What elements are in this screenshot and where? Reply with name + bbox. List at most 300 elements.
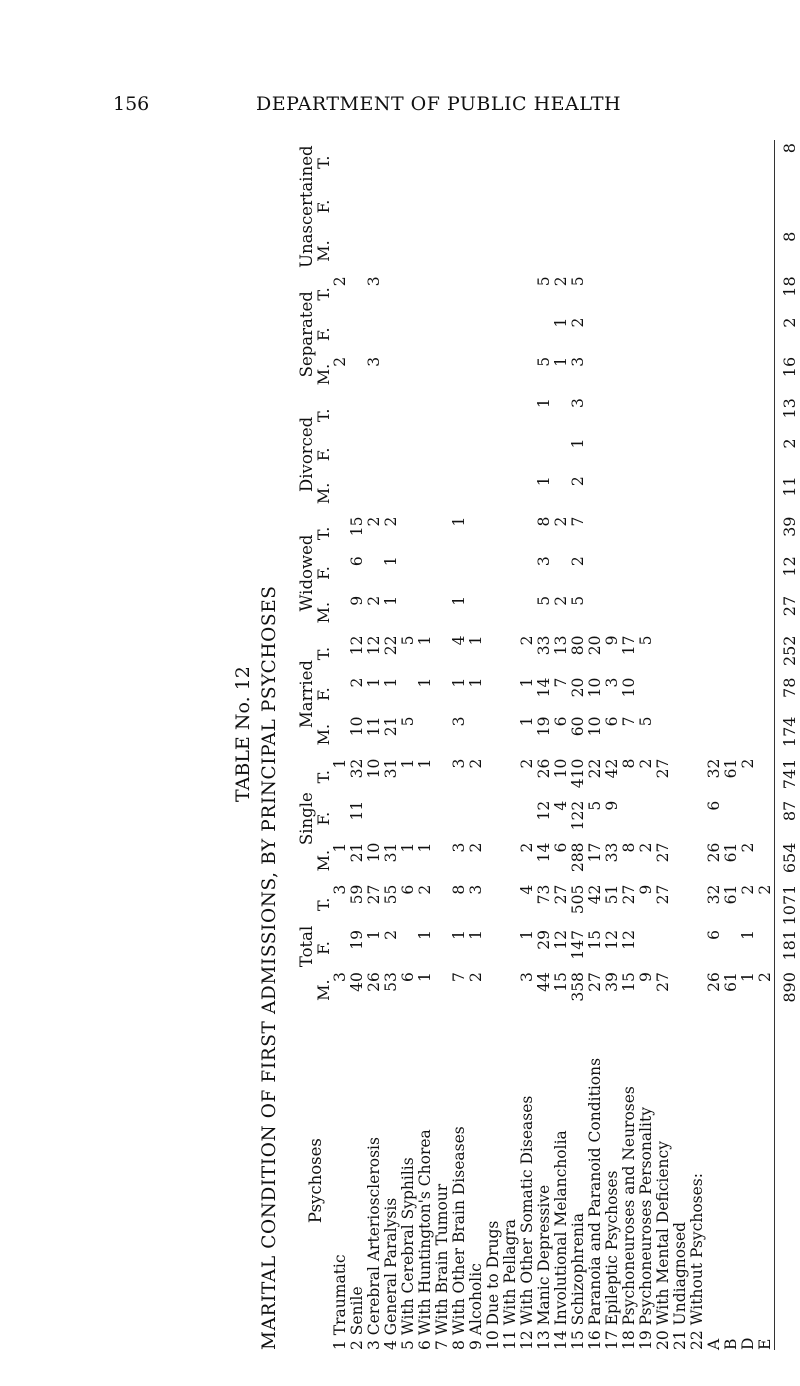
table-cell — [740, 714, 757, 756]
table-cell: 2 — [756, 884, 774, 895]
table-cell — [621, 553, 638, 593]
table-row — [519, 140, 536, 1350]
table-cell — [689, 798, 706, 840]
table-cell: 6 — [399, 972, 417, 982]
table-cell — [604, 553, 621, 593]
table-cell — [400, 927, 417, 969]
sub-header-f: F. — [314, 941, 333, 955]
table-cell: 1 — [416, 677, 434, 688]
table-cell — [723, 395, 740, 435]
table-cell: 21 — [382, 716, 400, 737]
table-cell — [519, 395, 536, 435]
table-cell: 6 — [552, 716, 570, 727]
table-cell — [332, 184, 349, 228]
table-cell — [689, 675, 706, 714]
table-cell — [723, 473, 740, 513]
table-cell — [417, 184, 434, 228]
table-row — [570, 140, 587, 1350]
table-cell — [638, 553, 655, 593]
table-cell — [672, 593, 689, 633]
table-cell — [485, 354, 502, 395]
table-cell: 61 — [722, 842, 740, 863]
table-cell: 26 — [705, 842, 723, 863]
table-cell — [655, 514, 672, 554]
table-cell — [689, 553, 706, 593]
table-cell — [451, 229, 468, 274]
table-cell: 1 — [739, 972, 757, 982]
table-cell — [536, 184, 553, 228]
table-cell — [672, 553, 689, 593]
table-cell: 2 — [637, 842, 655, 853]
table-cell — [502, 969, 519, 1011]
table-cell: 14 — [535, 677, 553, 698]
table-cell — [502, 395, 519, 435]
table-cell: 10 — [586, 677, 604, 698]
table-cell — [434, 473, 451, 513]
table-cell — [706, 395, 723, 435]
table-cell — [672, 633, 689, 675]
table-cell — [740, 514, 757, 554]
table-cell: 15 — [552, 972, 570, 992]
table-cell: 27 — [552, 884, 570, 905]
table-cell: 12 — [620, 929, 638, 950]
sub-header-t: T. — [314, 897, 333, 912]
table-cell: 2 — [739, 758, 757, 769]
table-cell — [757, 435, 775, 473]
table-row — [502, 140, 519, 1350]
table-cell — [553, 435, 570, 473]
table-cell: 32 — [348, 758, 366, 779]
table-cell — [757, 633, 775, 675]
table-cell — [417, 553, 434, 593]
table-cell — [400, 354, 417, 395]
sub-header-m: M. — [314, 240, 333, 262]
table-cell — [485, 435, 502, 473]
total-cell: 87 — [780, 800, 799, 822]
table-cell — [689, 969, 706, 1011]
table-cell — [468, 553, 485, 593]
table-cell — [349, 395, 366, 435]
table-cell — [417, 315, 434, 354]
table-cell — [485, 840, 502, 882]
table-cell — [502, 354, 519, 395]
table-cell — [723, 798, 740, 840]
table-cell — [587, 184, 604, 228]
table-cell: 7 — [552, 677, 570, 688]
table-cell: 27 — [654, 842, 672, 863]
table-cell — [672, 229, 689, 274]
group-separated-header: Separated — [297, 291, 316, 378]
table-cell — [655, 354, 672, 395]
table-cell: 21 — [348, 842, 366, 863]
table-cell — [621, 184, 638, 228]
table-cell — [366, 395, 383, 435]
table-cell — [502, 756, 519, 798]
sub-header-m: M. — [314, 723, 333, 746]
table-cell — [349, 140, 366, 184]
table-cell — [570, 229, 587, 274]
table-cell: 5 — [637, 635, 655, 646]
table-cell: 12 — [552, 929, 570, 950]
table-cell: 2 — [467, 972, 485, 982]
table-cell — [723, 675, 740, 714]
table-cell: 3 — [518, 972, 536, 982]
table-cell: 122 — [569, 800, 587, 831]
table-cell: 5 — [569, 595, 587, 606]
table-cell — [723, 927, 740, 969]
sub-header-f: F. — [314, 199, 333, 214]
sub-header-f: F. — [314, 447, 333, 462]
table-cell — [723, 273, 740, 314]
table-cell: 1 — [450, 929, 468, 940]
table-cell: 44 — [535, 972, 553, 992]
table-cell — [553, 553, 570, 593]
table-cell — [485, 593, 502, 633]
table-cell — [621, 395, 638, 435]
total-cell: 39 — [780, 516, 799, 537]
table-cell — [757, 473, 775, 513]
table-cell: 1 — [416, 842, 434, 853]
rotated-table-block — [232, 140, 799, 1350]
table-cell — [604, 273, 621, 314]
table-cell — [417, 435, 434, 473]
table-cell — [519, 315, 536, 354]
table-cell — [519, 473, 536, 513]
row-label: 14 Involutional Melancholia — [552, 1130, 570, 1350]
total-cell: 8 — [780, 231, 799, 242]
table-cell — [417, 273, 434, 314]
table-cell — [689, 229, 706, 274]
table-cell — [672, 840, 689, 882]
table-cell — [723, 184, 740, 228]
table-cell — [502, 927, 519, 969]
table-row — [655, 140, 672, 1350]
table-cell — [434, 514, 451, 554]
table-cell — [740, 593, 757, 633]
table-cell — [519, 593, 536, 633]
table-cell — [502, 229, 519, 274]
table-cell — [672, 798, 689, 840]
total-cell: 12 — [780, 556, 799, 577]
table-cell: 5 — [637, 716, 655, 727]
table-cell — [502, 184, 519, 228]
table-cell: 1 — [552, 356, 570, 367]
total-cell: 741 — [780, 758, 799, 790]
table-cell — [502, 553, 519, 593]
table-cell: 358 — [569, 972, 587, 1002]
table-cell: 17 — [586, 842, 604, 863]
table-row — [332, 140, 349, 1350]
table-cell: 2 — [552, 595, 570, 606]
table-cell: 3 — [365, 356, 383, 367]
table-cell — [621, 229, 638, 274]
table-cell — [655, 229, 672, 274]
table-cell — [332, 633, 349, 675]
row-label: 5 With Cerebral Syphilis — [399, 1157, 417, 1350]
table-cell — [689, 882, 706, 927]
table-cell: 2 — [382, 516, 400, 527]
table-cell — [519, 553, 536, 593]
sub-header-t: T. — [314, 646, 333, 661]
table-cell: 147 — [569, 929, 587, 960]
table-cell — [672, 315, 689, 354]
table-cell — [417, 593, 434, 633]
table-cell — [689, 514, 706, 554]
table-cell: 1 — [467, 677, 485, 688]
table-cell: 17 — [620, 635, 638, 656]
table-cell — [332, 435, 349, 473]
table-body — [332, 140, 798, 1350]
row-label: 17 Epileptic Psychoses — [603, 1170, 621, 1350]
table-cell — [740, 273, 757, 314]
table-cell — [570, 140, 587, 184]
table-cell: 2 — [467, 758, 485, 769]
table-cell: 61 — [722, 972, 740, 992]
table-cell — [757, 553, 775, 593]
table-cell — [757, 354, 775, 395]
table-cell — [587, 354, 604, 395]
table-cell — [502, 675, 519, 714]
table-cell: 1 — [518, 929, 536, 940]
table-cell — [451, 273, 468, 314]
table-cell — [638, 927, 655, 969]
table-cell: 60 — [569, 716, 587, 737]
table-cell: 20 — [569, 677, 587, 698]
table-cell — [655, 553, 672, 593]
table-cell — [417, 473, 434, 513]
table-cell: 5 — [569, 276, 587, 287]
table-row — [536, 140, 553, 1350]
table-cell — [638, 514, 655, 554]
table-cell — [536, 229, 553, 274]
table-cell — [638, 315, 655, 354]
table-cell: 32 — [705, 758, 723, 779]
table-row — [366, 140, 383, 1350]
table-cell: 26 — [705, 972, 723, 992]
table-cell — [349, 473, 366, 513]
table-cell — [366, 553, 383, 593]
table-cell: 10 — [365, 842, 383, 863]
row-label: D — [739, 1337, 757, 1350]
table-cell — [417, 714, 434, 756]
table-cell — [689, 354, 706, 395]
totals-label — [775, 1011, 798, 1350]
table-cell: 2 — [331, 276, 349, 287]
table-cell — [706, 553, 723, 593]
table-cell — [366, 435, 383, 473]
table-cell: 2 — [637, 758, 655, 769]
table-cell — [502, 273, 519, 314]
table-cell: 1 — [569, 438, 587, 449]
table-cell — [672, 927, 689, 969]
table-cell: 2 — [756, 972, 774, 982]
table-cell — [519, 273, 536, 314]
table-cell — [400, 798, 417, 840]
table-cell — [349, 273, 366, 314]
table-cell — [740, 473, 757, 513]
group-widowed-header: Widowed — [297, 534, 316, 612]
sub-header-t: T. — [314, 155, 333, 169]
table-cell: 3 — [569, 356, 587, 367]
table-cell — [723, 593, 740, 633]
table-row — [349, 140, 366, 1350]
table-cell: 31 — [382, 758, 400, 779]
table-cell: 10 — [348, 716, 366, 737]
table-cell — [740, 435, 757, 473]
table-cell — [502, 714, 519, 756]
table-cell — [672, 395, 689, 435]
table-cell — [655, 714, 672, 756]
table-cell — [604, 184, 621, 228]
table-cell: 1 — [331, 842, 349, 853]
table-cell — [417, 354, 434, 395]
row-label: 11 With Pellagra — [501, 1218, 519, 1350]
totals-row — [775, 140, 798, 1350]
table-cell — [706, 140, 723, 184]
table-cell — [434, 273, 451, 314]
table-cell — [706, 354, 723, 395]
table-cell — [434, 184, 451, 228]
table-cell — [655, 315, 672, 354]
table-cell — [451, 140, 468, 184]
table-cell — [740, 140, 757, 184]
table-cell: 1 — [450, 595, 468, 606]
table-cell — [434, 553, 451, 593]
table-cell: 1 — [416, 929, 434, 940]
table-cell — [536, 315, 553, 354]
table-row — [706, 140, 723, 1350]
table-cell: 8 — [535, 516, 553, 527]
table-cell — [757, 675, 775, 714]
table-cell — [638, 395, 655, 435]
table-cell — [485, 675, 502, 714]
row-label: 20 With Mental Deficiency — [654, 1141, 672, 1350]
table-cell: 2 — [467, 842, 485, 853]
table-cell: 410 — [569, 758, 587, 789]
table-cell — [672, 882, 689, 927]
table-cell — [400, 435, 417, 473]
table-cell: 9 — [348, 595, 366, 606]
table-row — [434, 140, 451, 1350]
table-cell — [468, 229, 485, 274]
table-cell — [434, 435, 451, 473]
table-cell — [485, 184, 502, 228]
table-cell — [604, 514, 621, 554]
table-cell — [655, 798, 672, 840]
table-cell: 13 — [552, 635, 570, 656]
table-cell — [604, 395, 621, 435]
table-cell — [332, 315, 349, 354]
table-cell: 27 — [620, 884, 638, 905]
table-cell — [519, 184, 536, 228]
table-cell: 80 — [569, 635, 587, 656]
table-row — [383, 140, 400, 1350]
table-cell: 1 — [399, 842, 417, 853]
total-cell: 27 — [780, 595, 799, 617]
table-cell — [587, 553, 604, 593]
table-cell: 5 — [399, 716, 417, 727]
row-label: 15 Schizophrenia — [569, 1212, 587, 1350]
table-cell — [655, 473, 672, 513]
table-cell — [689, 473, 706, 513]
table-cell — [757, 315, 775, 354]
table-cell — [638, 473, 655, 513]
table-cell — [502, 140, 519, 184]
table-cell — [723, 229, 740, 274]
table-cell — [723, 714, 740, 756]
table-cell — [400, 593, 417, 633]
table-number: TABLE No. 12 — [232, 666, 254, 802]
row-label: 19 Psychoneuroses Personality — [637, 1107, 655, 1350]
table-cell — [587, 140, 604, 184]
table-cell — [638, 798, 655, 840]
table-cell: 19 — [535, 716, 553, 737]
table-cell — [621, 514, 638, 554]
sub-header-f: F. — [314, 811, 333, 826]
table-cell — [502, 633, 519, 675]
table-cell: 2 — [739, 884, 757, 895]
row-label: 22 Without Psychoses: — [688, 1173, 706, 1350]
table-cell — [434, 756, 451, 798]
sub-header-t: T. — [314, 287, 333, 301]
table-cell: 7 — [620, 716, 638, 727]
table-cell: 1 — [552, 317, 570, 328]
table-cell — [638, 140, 655, 184]
table-cell: 42 — [603, 758, 621, 779]
table-cell — [485, 315, 502, 354]
table-cell — [570, 184, 587, 228]
table-cell: 19 — [348, 929, 366, 950]
table-cell — [468, 798, 485, 840]
table-title: MARITAL CONDITION OF FIRST ADMISSIONS, BY PRINCIPAL PSYCHOSES — [259, 585, 280, 1350]
table-cell — [383, 473, 400, 513]
table-cell: 11 — [348, 800, 366, 821]
row-label: 21 Undiagnosed — [671, 1221, 689, 1350]
table-cell — [332, 473, 349, 513]
table-cell — [723, 140, 740, 184]
table-cell: 8 — [620, 842, 638, 853]
table-cell: 1 — [416, 972, 434, 982]
table-cell — [451, 473, 468, 513]
table-cell: 7 — [450, 972, 468, 982]
table-cell — [468, 354, 485, 395]
table-cell — [485, 927, 502, 969]
table-cell — [519, 435, 536, 473]
table-cell — [400, 140, 417, 184]
table-cell: 1 — [382, 556, 400, 567]
row-label: 3 Cerebral Arteriosclerosis — [365, 1137, 383, 1350]
table-cell — [604, 140, 621, 184]
table-row — [451, 140, 468, 1350]
table-cell — [706, 514, 723, 554]
page-number: 156 — [113, 93, 150, 115]
table-cell — [519, 514, 536, 554]
table-cell — [723, 354, 740, 395]
table-cell — [672, 140, 689, 184]
table-cell — [519, 140, 536, 184]
table-cell — [502, 593, 519, 633]
table-cell: 22 — [382, 635, 400, 656]
table-cell — [723, 514, 740, 554]
running-head: DEPARTMENT OF PUBLIC HEALTH — [256, 93, 622, 115]
row-label: B — [722, 1338, 740, 1350]
total-cell — [775, 184, 798, 228]
table-cell: 9 — [603, 800, 621, 811]
table-cell — [434, 798, 451, 840]
table-cell — [740, 798, 757, 840]
sub-header-m: M. — [314, 482, 333, 505]
row-label: 18 Psychoneuroses and Neuroses — [620, 1086, 638, 1350]
